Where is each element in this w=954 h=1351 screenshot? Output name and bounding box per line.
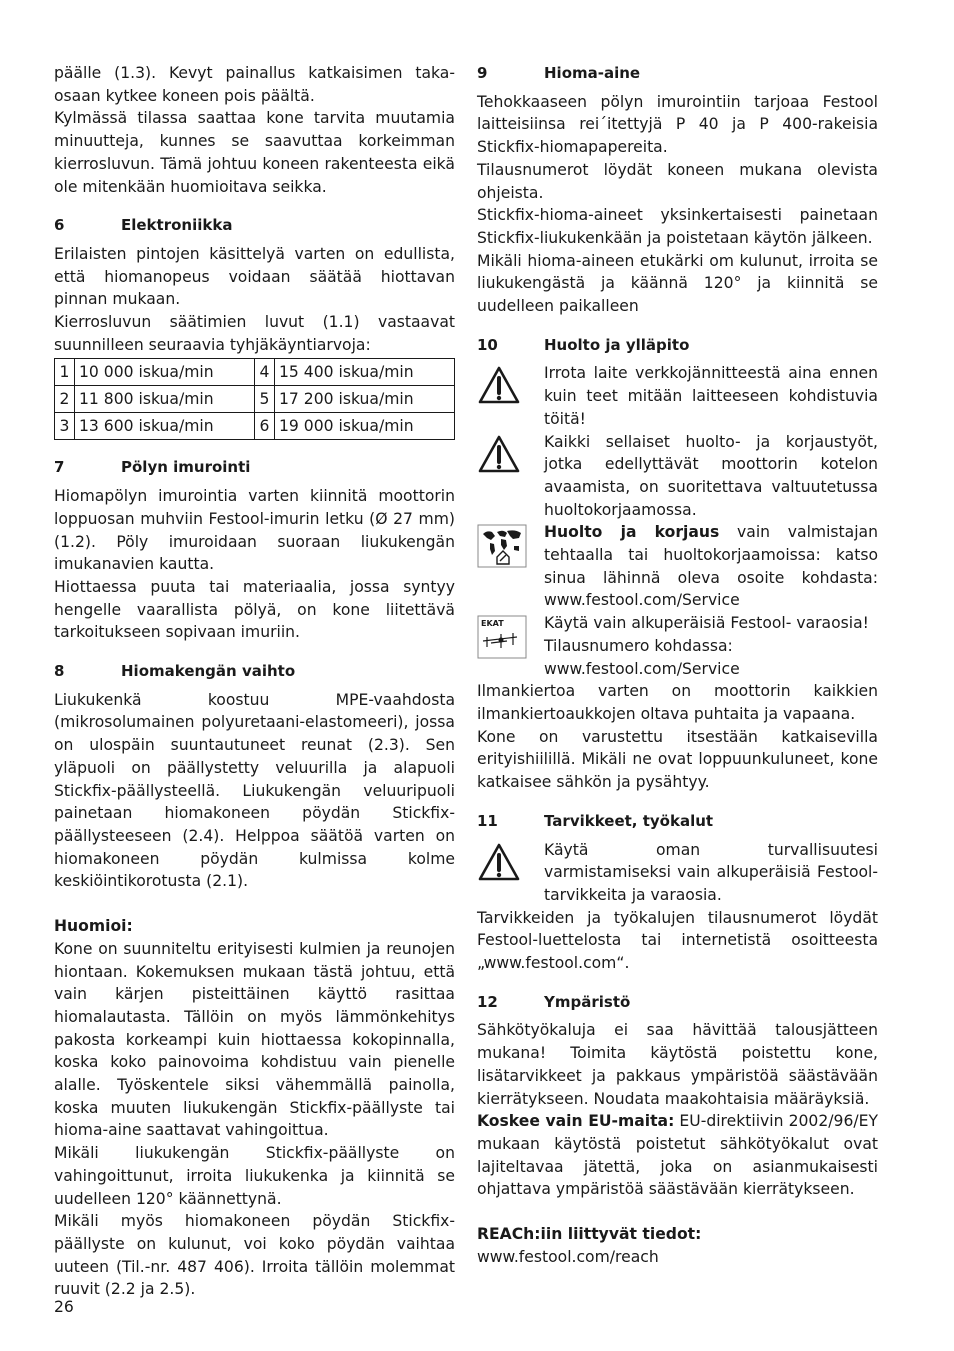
ekat-block bbox=[477, 612, 878, 680]
intro-paragraph-2: Kylmässä tilassa saattaa kone tarvita muutamia minuutteja, kunnes se saavuttaa korkeimman kierrosluvun. Tämä johtuu koneen rakenteesta eikä ole mitenkään huomioitava seikka. bbox=[54, 109, 455, 196]
warning-icon bbox=[477, 434, 529, 481]
section-9-heading bbox=[477, 62, 878, 85]
table-cell: 5 bbox=[255, 386, 275, 413]
s6-paragraph-2: Kierrosluvun säätimien luvut (1.1) vastaavat suunnilleen seuraavia tyhjäkäyntiarvoja: bbox=[54, 313, 455, 354]
table-cell: 15 400 iskua/min bbox=[275, 359, 455, 386]
s7-paragraph-1: Hiomapölyn imurointia varten kiinnitä moottorin loppuosan muhviin Festool-imurin letku (Ø 27 mm) (1.2). Pöly imuroidaan suoraan liukukengän imukanavien kautta. bbox=[54, 487, 455, 574]
table-cell: 17 200 iskua/min bbox=[275, 386, 455, 413]
table-cell: 4 bbox=[255, 359, 275, 386]
service-block bbox=[477, 521, 878, 612]
s12-paragraph-1: Sähkötyökaluja ei saa hävittää talousjätteen mukana! Toimita käytöstä poistettu kone, lisätarvikkeet ja pakkaus ympäristöä säästävään kierrätykseen. Noudata maakohtaisia määräyksiä. bbox=[477, 1021, 878, 1108]
section-title: Ympäristö bbox=[544, 992, 631, 1011]
ekat-line-2: Tilausnumero kohdassa: bbox=[544, 636, 733, 655]
reach-url: www.festool.com/reach bbox=[477, 1247, 659, 1266]
s9-paragraph-2: Tilausnumerot löydät koneen mukana olevista ohjeista. bbox=[477, 160, 878, 202]
s11-paragraph-1: Tarvikkeiden ja työkalujen tilausnumerot löydät Festool-luettelosta tai internetistä osoitteesta „www.festool.com“. bbox=[477, 908, 878, 973]
right-column bbox=[477, 62, 878, 1268]
warning-text: Irrota laite verkkojännitteestä aina ennen kuin teet mitään laitteeseen kohdistuvia töitä! bbox=[544, 364, 878, 428]
ekat-icon-label: EKAT bbox=[481, 619, 504, 629]
s10-paragraph-1: Ilmankiertoa varten on moottorin kaikkien ilmankiertoaukkojen oltava puhtaita ja vapaana. bbox=[477, 682, 878, 723]
warning-icon bbox=[477, 365, 529, 412]
section-number: 8 bbox=[54, 662, 65, 681]
table-cell: 10 000 iskua/min bbox=[75, 359, 255, 386]
warning-block-2 bbox=[477, 431, 878, 522]
table-cell: 6 bbox=[255, 413, 275, 440]
s6-paragraph-1: Erilaisten pintojen käsittelyä varten on edullista, että hiomanopeus voidaan säätää hiottavan pinnan mukaan. bbox=[54, 244, 455, 309]
note-paragraph-2: Mikäli liukukengän Stickfix-päällyste on vahingoittunut, irroita liukukenka ja kiinnitä se uudelleen 120° käännettynä. bbox=[54, 1144, 455, 1208]
service-bold: Huolto ja korjaus bbox=[544, 523, 720, 542]
eu-bold: Koskee vain EU-maita: bbox=[477, 1112, 675, 1131]
page-number: 26 bbox=[54, 1298, 74, 1316]
warning-text: Kaikki sellaiset huolto- ja korjaustyöt, jotka edellyttävät moottorin kotelon avaamista, on suoritettava valtuutetussa huoltokorjaamossa. bbox=[544, 432, 878, 519]
section-number: 6 bbox=[54, 216, 65, 235]
s9-paragraph-1: Tehokkaaseen pölyn imurointiin tarjoaa Festool laitteisiinsa rei´itettyjä P 40 ja P 400-rakeisia Stickfix-hiomapapereita. bbox=[477, 92, 878, 157]
service-rest: vain valmistajan tehtaalla tai huoltokorjaamoissa: katso sinua lähinnä oleva osoite kohdasta: www.festool.com/Service bbox=[544, 523, 878, 610]
eu-rest: EU-direktiivin 2002/96/EY mukaan käytöstä poistetut sähkötyökalut ovat lajiteltavaa jätettä, joka on asianmukaisesti ohjattava ympäristöä säästävään kierrätykseen. bbox=[477, 1112, 878, 1199]
world-service-icon bbox=[477, 524, 529, 575]
reach-heading: REACh:iin liittyvät tiedot: bbox=[477, 1225, 702, 1244]
section-10-heading bbox=[477, 334, 878, 357]
section-title: Elektroniikka bbox=[121, 216, 233, 235]
s10-paragraph-2: Kone on varustettu itsestään katkaisevilla erityishiilillä. Mikäli ne ovat loppuunkuluneet, kone katkaisee sähkön ja pysähtyy. bbox=[477, 727, 878, 792]
section-number: 9 bbox=[477, 64, 488, 82]
section-title: Pölyn imurointi bbox=[121, 458, 251, 477]
section-title: Hioma-aine bbox=[544, 64, 641, 82]
section-title: Huolto ja ylläpito bbox=[544, 335, 690, 354]
s9-paragraph-3: Stickfix-hioma-aineet yksinkertaisesti painetaan Stickfix-liukukenkään ja poistetaan käytön jälkeen. bbox=[477, 206, 878, 247]
section-number: 12 bbox=[477, 992, 498, 1011]
service-text bbox=[544, 521, 878, 612]
s7-paragraph-2: Hiottaessa puuta tai materiaalia, jossa syntyy hengelle vaarallista pölyä, on kone liitettävä tarkoitukseen sopivaan imuriin. bbox=[54, 577, 455, 642]
section-title: Tarvikkeet, työkalut bbox=[544, 811, 714, 830]
table-cell: 2 bbox=[55, 386, 75, 413]
ekat-line-1: Käytä vain alkuperäisiä Festool- varaosia! bbox=[544, 614, 869, 633]
table-cell: 13 600 iskua/min bbox=[75, 413, 255, 440]
table-cell: 1 bbox=[55, 359, 75, 386]
section-6-heading bbox=[54, 214, 455, 237]
section-11-heading bbox=[477, 810, 878, 833]
table-row bbox=[55, 386, 455, 413]
section-12-heading bbox=[477, 991, 878, 1014]
left-column bbox=[54, 62, 455, 1301]
table-row bbox=[55, 359, 455, 386]
ekat-spare-parts-icon bbox=[477, 615, 529, 666]
warning-text: Käytä oman turvallisuutesi varmistamiseksi vain alkuperäisiä Festool-tarvikkeita ja varaosia. bbox=[544, 840, 878, 904]
section-8-heading bbox=[54, 660, 455, 683]
speed-table bbox=[54, 358, 455, 440]
section-title: Hiomakengän vaihto bbox=[121, 662, 296, 681]
table-cell: 11 800 iskua/min bbox=[75, 386, 255, 413]
table-cell: 3 bbox=[55, 413, 75, 440]
table-cell: 19 000 iskua/min bbox=[275, 413, 455, 440]
s8-paragraph-1: Liukukenkä koostuu MPE-vaahdosta (mikrosolumainen polyuretaani-elastomeeri), jossa on ulospäin suuntautuneet reunat (2.3). Sen yläpuoli on päällystetty veluurilla ja alapuoli Stickfix-päällysteellä. Liukukengän veluuripuoli painetaan hiomakoneen pöydän Stickfix-päällysteeseen (2.4). Helppoa säätöä varten on hiomakoneen pöydän kulmissa kolme keskiöintikorotusta (2.1). bbox=[54, 690, 455, 891]
s9-paragraph-4: Mikäli hioma-aineen etukärki om kulunut, irroita se liukukengästä ja käännä 120° ja kiinnitä se uudelleen paikalleen bbox=[477, 251, 878, 316]
note-paragraph-3: Mikäli myös hiomakoneen pöydän Stickfix-päällyste on kulunut, voi koko pöydän vaihtaa uuteen (Til.-nr. 487 406). Irroita tällöin molemmat ruuvit (2.2 ja 2.5). bbox=[54, 1212, 455, 1299]
ekat-text bbox=[544, 612, 878, 680]
note-heading: Huomioi: bbox=[54, 917, 133, 936]
section-number: 11 bbox=[477, 811, 498, 830]
ekat-line-3: www.festool.com/Service bbox=[544, 659, 740, 678]
warning-block-3 bbox=[477, 839, 878, 907]
section-number: 7 bbox=[54, 458, 65, 477]
intro-paragraph-1: päälle (1.3). Kevyt painallus katkaisimen taka-osaan kytkee koneen pois päältä. bbox=[54, 64, 455, 105]
section-number: 10 bbox=[477, 335, 498, 354]
warning-block-1 bbox=[477, 362, 878, 430]
section-7-heading bbox=[54, 456, 455, 479]
table-row bbox=[55, 413, 455, 440]
note-paragraph-1: Kone on suunniteltu erityisesti kulmien ja reunojen hiontaan. Kokemuksen mukaan tästä johtuu, että vain kärjen pisteittäinen käyttö rasittaa hiomalautasta. Tällöin on myös lämmönkehitys pakosta korkeampi kuin hiottaessa kokopinnalla, koska koko painovoima kohdistuu vain pienelle alalle. Työskentele siksi vähemmällä painolla, koska muuten liukukengän Stickfix-päällyste tai hioma-aine saattavat vahingoittua. bbox=[54, 939, 455, 1140]
s12-paragraph-eu bbox=[477, 1110, 878, 1201]
warning-icon bbox=[477, 842, 529, 889]
